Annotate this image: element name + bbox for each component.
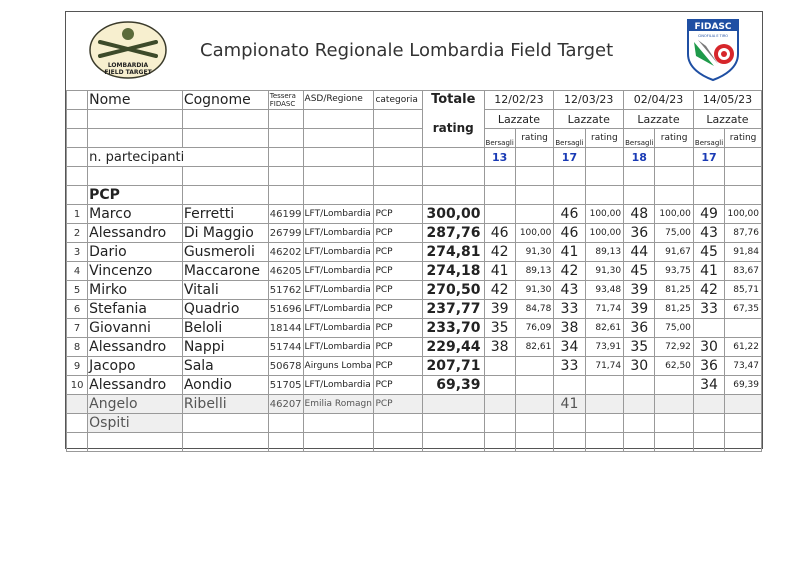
row-hits-2: 41 bbox=[554, 243, 585, 262]
row-nome: Marco bbox=[88, 205, 183, 224]
row-rating-2: 91,30 bbox=[585, 262, 624, 281]
row-rating-4: 69,39 bbox=[725, 376, 762, 395]
row-nome: Dario bbox=[88, 243, 183, 262]
row-tessera: 26799 bbox=[268, 224, 303, 243]
header-cognome: Cognome bbox=[182, 91, 268, 110]
row-rating-2: 100,00 bbox=[585, 224, 624, 243]
row-nome: Giovanni bbox=[88, 319, 183, 338]
row-cognome: Nappi bbox=[182, 338, 268, 357]
header-row-2 bbox=[67, 110, 762, 129]
sub-rating-3: rating bbox=[655, 129, 694, 148]
row-tessera: 18144 bbox=[268, 319, 303, 338]
row-cognome: Quadrio bbox=[182, 300, 268, 319]
row-cat: PCP bbox=[374, 205, 423, 224]
header-categoria: categoria bbox=[374, 91, 423, 110]
row-cognome: Beloli bbox=[182, 319, 268, 338]
row-rating-2: 100,00 bbox=[585, 205, 624, 224]
row-hits-3: 44 bbox=[624, 243, 655, 262]
row-hits-3: 39 bbox=[624, 300, 655, 319]
table-row bbox=[67, 281, 762, 300]
row-rating-2: 71,74 bbox=[585, 357, 624, 376]
row-cat: PCP bbox=[374, 243, 423, 262]
sub-bersagli-1: Bersagli bbox=[484, 129, 515, 148]
section-row bbox=[67, 186, 762, 205]
row-cat: PCP bbox=[374, 300, 423, 319]
row-asd: Emilia Romagn bbox=[303, 395, 374, 414]
ospiti-label: Ospiti bbox=[88, 414, 183, 433]
row-rating-2: 82,61 bbox=[585, 319, 624, 338]
results-table bbox=[66, 90, 762, 452]
row-rating-1 bbox=[515, 357, 554, 376]
row-hits-3: 48 bbox=[624, 205, 655, 224]
row-totale: 207,71 bbox=[422, 357, 484, 376]
row-asd: LFT/Lombardia bbox=[303, 262, 374, 281]
row-totale: 69,39 bbox=[422, 376, 484, 395]
results-rows bbox=[67, 205, 762, 395]
table-row bbox=[67, 300, 762, 319]
row-hits-1: 39 bbox=[484, 300, 515, 319]
row-asd: LFT/Lombardia bbox=[303, 338, 374, 357]
row-rating-4: 100,00 bbox=[725, 205, 762, 224]
row-cognome: Di Maggio bbox=[182, 224, 268, 243]
row-rating-4 bbox=[725, 319, 762, 338]
row-cognome: Maccarone bbox=[182, 262, 268, 281]
fidasc-tagline: CINOFILIA E TIRO bbox=[697, 34, 729, 38]
row-hits-4: 30 bbox=[693, 338, 724, 357]
header-totale: Totale bbox=[422, 91, 484, 110]
header-date-1: 12/02/23 bbox=[484, 91, 554, 110]
row-rating-3: 93,75 bbox=[655, 262, 694, 281]
sub-rating-1: rating bbox=[515, 129, 554, 148]
row-totale: 274,18 bbox=[422, 262, 484, 281]
row-rating-4: 85,71 bbox=[725, 281, 762, 300]
row-position: 8 bbox=[67, 338, 88, 357]
logo-left-line2: FIELD TARGET bbox=[104, 69, 152, 76]
participants-count-1: 13 bbox=[484, 148, 515, 167]
row-position: 5 bbox=[67, 281, 88, 300]
header-row-1 bbox=[67, 91, 762, 110]
row-tessera: 46202 bbox=[268, 243, 303, 262]
header-date-3: 02/04/23 bbox=[624, 91, 694, 110]
row-cognome: Gusmeroli bbox=[182, 243, 268, 262]
header-nome: Nome bbox=[88, 91, 183, 110]
row-cat: PCP bbox=[374, 395, 423, 414]
sub-bersagli-4: Bersagli bbox=[693, 129, 724, 148]
row-nome: Alessandro bbox=[88, 224, 183, 243]
row-asd: LFT/Lombardia bbox=[303, 281, 374, 300]
table-row bbox=[67, 338, 762, 357]
header-venue-1: Lazzate bbox=[484, 110, 554, 129]
row-hits-1: 42 bbox=[484, 281, 515, 300]
empty-row bbox=[67, 433, 762, 452]
ospiti-row bbox=[67, 414, 762, 433]
row-tessera: 51696 bbox=[268, 300, 303, 319]
header-venue-3: Lazzate bbox=[624, 110, 694, 129]
row-tessera: 51762 bbox=[268, 281, 303, 300]
participants-count-2: 17 bbox=[554, 148, 585, 167]
row-cat: PCP bbox=[374, 319, 423, 338]
row-rating-4: 91,84 bbox=[725, 243, 762, 262]
page-title: Campionato Regionale Lombardia Field Target bbox=[200, 40, 614, 61]
row-rating-2: 93,48 bbox=[585, 281, 624, 300]
row-totale: 229,44 bbox=[422, 338, 484, 357]
row-rating-4: 67,35 bbox=[725, 300, 762, 319]
fidasc-shield-logo bbox=[684, 16, 742, 82]
row-cat: PCP bbox=[374, 338, 423, 357]
row-cognome: Aondio bbox=[182, 376, 268, 395]
row-tessera: 50678 bbox=[268, 357, 303, 376]
row-rating-1: 82,61 bbox=[515, 338, 554, 357]
row-hits-2: 42 bbox=[554, 262, 585, 281]
row-rating-1: 89,13 bbox=[515, 262, 554, 281]
table-row bbox=[67, 357, 762, 376]
row-rating-3 bbox=[655, 376, 694, 395]
row-rating-1 bbox=[515, 205, 554, 224]
row-hits-2: 34 bbox=[554, 338, 585, 357]
row-rating-3: 62,50 bbox=[655, 357, 694, 376]
table-row bbox=[67, 376, 762, 395]
row-totale: 300,00 bbox=[422, 205, 484, 224]
row-hits-4: 36 bbox=[693, 357, 724, 376]
row-rating-2: 89,13 bbox=[585, 243, 624, 262]
table-row bbox=[67, 224, 762, 243]
row-asd: LFT/Lombardia bbox=[303, 224, 374, 243]
row-nome: Jacopo bbox=[88, 357, 183, 376]
row-rating-1: 91,30 bbox=[515, 281, 554, 300]
row-tessera: 46205 bbox=[268, 262, 303, 281]
row-rating-3: 72,92 bbox=[655, 338, 694, 357]
participants-row bbox=[67, 148, 762, 167]
row-rating-4: 83,67 bbox=[725, 262, 762, 281]
row-rating-2: 73,91 bbox=[585, 338, 624, 357]
header-date-2: 12/03/23 bbox=[554, 91, 624, 110]
row-hits-1 bbox=[484, 205, 515, 224]
row-cat: PCP bbox=[374, 357, 423, 376]
header-row-3 bbox=[67, 129, 762, 148]
header-tessera: Tessera FIDASC bbox=[268, 91, 303, 110]
row-totale: 274,81 bbox=[422, 243, 484, 262]
row-asd: LFT/Lombardia bbox=[303, 376, 374, 395]
logo-left-line1: LOMBARDIA bbox=[107, 62, 149, 69]
row-hits-2: 41 bbox=[554, 395, 585, 414]
row-hits-1: 46 bbox=[484, 224, 515, 243]
table-row bbox=[67, 205, 762, 224]
row-rating-2 bbox=[585, 376, 624, 395]
row-hits-4: 33 bbox=[693, 300, 724, 319]
row-rating-4: 73,47 bbox=[725, 357, 762, 376]
header-rating: rating bbox=[422, 110, 484, 148]
row-position: 9 bbox=[67, 357, 88, 376]
row-hits-1: 41 bbox=[484, 262, 515, 281]
row-rating-3: 100,00 bbox=[655, 205, 694, 224]
row-hits-3: 45 bbox=[624, 262, 655, 281]
row-hits-2: 43 bbox=[554, 281, 585, 300]
row-cognome: Ferretti bbox=[182, 205, 268, 224]
row-hits-1: 42 bbox=[484, 243, 515, 262]
header-venue-4: Lazzate bbox=[693, 110, 761, 129]
row-asd: LFT/Lombardia bbox=[303, 243, 374, 262]
header-date-4: 14/05/23 bbox=[693, 91, 761, 110]
sub-bersagli-3: Bersagli bbox=[624, 129, 655, 148]
row-cat: PCP bbox=[374, 224, 423, 243]
row-position: 4 bbox=[67, 262, 88, 281]
sub-rating-2: rating bbox=[585, 129, 624, 148]
row-tessera: 51744 bbox=[268, 338, 303, 357]
row-hits-4: 41 bbox=[693, 262, 724, 281]
row-hits-2 bbox=[554, 376, 585, 395]
row-nome: Alessandro bbox=[88, 376, 183, 395]
row-hits-1 bbox=[484, 357, 515, 376]
row-rating-1: 100,00 bbox=[515, 224, 554, 243]
participants-count-4: 17 bbox=[693, 148, 724, 167]
spacer-row bbox=[67, 167, 762, 186]
lombardia-field-target-logo bbox=[88, 20, 168, 80]
row-rating-1 bbox=[515, 376, 554, 395]
row-hits-3: 36 bbox=[624, 319, 655, 338]
row-hits-2: 46 bbox=[554, 224, 585, 243]
row-hits-2: 46 bbox=[554, 205, 585, 224]
table-row-extra bbox=[67, 395, 762, 414]
row-cat: PCP bbox=[374, 262, 423, 281]
section-label: PCP bbox=[88, 186, 183, 205]
row-cat: PCP bbox=[374, 376, 423, 395]
row-position: 3 bbox=[67, 243, 88, 262]
header-venue-2: Lazzate bbox=[554, 110, 624, 129]
row-rating-1: 76,09 bbox=[515, 319, 554, 338]
row-rating-3: 81,25 bbox=[655, 281, 694, 300]
table-row bbox=[67, 319, 762, 338]
row-asd: Airguns Lomba bbox=[303, 357, 374, 376]
row-hits-1: 35 bbox=[484, 319, 515, 338]
row-hits-3: 39 bbox=[624, 281, 655, 300]
row-position: 2 bbox=[67, 224, 88, 243]
row-hits-4: 42 bbox=[693, 281, 724, 300]
row-hits-2: 38 bbox=[554, 319, 585, 338]
row-position: 10 bbox=[67, 376, 88, 395]
sub-bersagli-2: Bersagli bbox=[554, 129, 585, 148]
row-hits-4 bbox=[693, 319, 724, 338]
row-hits-4: 45 bbox=[693, 243, 724, 262]
row-cat: PCP bbox=[374, 281, 423, 300]
row-hits-4: 34 bbox=[693, 376, 724, 395]
row-hits-2: 33 bbox=[554, 300, 585, 319]
row-rating-3: 75,00 bbox=[655, 224, 694, 243]
row-hits-3: 30 bbox=[624, 357, 655, 376]
row-asd: LFT/Lombardia bbox=[303, 300, 374, 319]
row-nome: Vincenzo bbox=[88, 262, 183, 281]
row-rating-1: 91,30 bbox=[515, 243, 554, 262]
row-hits-3: 36 bbox=[624, 224, 655, 243]
sub-rating-4: rating bbox=[725, 129, 762, 148]
row-rating-3: 81,25 bbox=[655, 300, 694, 319]
row-tessera: 51705 bbox=[268, 376, 303, 395]
row-rating-2: 71,74 bbox=[585, 300, 624, 319]
row-cognome: Vitali bbox=[182, 281, 268, 300]
row-totale: 287,76 bbox=[422, 224, 484, 243]
header-asd: ASD/Regione bbox=[303, 91, 374, 110]
row-position: 1 bbox=[67, 205, 88, 224]
participants-label: n. partecipanti bbox=[88, 148, 269, 167]
row-hits-1: 38 bbox=[484, 338, 515, 357]
row-tessera: 46199 bbox=[268, 205, 303, 224]
row-tessera: 46207 bbox=[268, 395, 303, 414]
row-hits-2: 33 bbox=[554, 357, 585, 376]
row-cognome: Ribelli bbox=[182, 395, 268, 414]
row-position: 6 bbox=[67, 300, 88, 319]
row-rating-4: 61,22 bbox=[725, 338, 762, 357]
table-row bbox=[67, 243, 762, 262]
row-asd: LFT/Lombardia bbox=[303, 319, 374, 338]
row-hits-3 bbox=[624, 376, 655, 395]
table-row bbox=[67, 262, 762, 281]
row-asd: LFT/Lombardia bbox=[303, 205, 374, 224]
sheet-header bbox=[66, 12, 762, 90]
row-hits-1 bbox=[484, 376, 515, 395]
row-nome: Alessandro bbox=[88, 338, 183, 357]
row-rating-3: 75,00 bbox=[655, 319, 694, 338]
row-nome: Stefania bbox=[88, 300, 183, 319]
row-hits-4: 49 bbox=[693, 205, 724, 224]
row-cognome: Sala bbox=[182, 357, 268, 376]
row-hits-4: 43 bbox=[693, 224, 724, 243]
fidasc-brand: FIDASC bbox=[694, 22, 732, 32]
row-totale: 233,70 bbox=[422, 319, 484, 338]
row-nome: Angelo bbox=[88, 395, 183, 414]
row-nome: Mirko bbox=[88, 281, 183, 300]
participants-count-3: 18 bbox=[624, 148, 655, 167]
row-rating-4: 87,76 bbox=[725, 224, 762, 243]
results-sheet bbox=[65, 11, 763, 449]
row-rating-1: 84,78 bbox=[515, 300, 554, 319]
row-totale: 237,77 bbox=[422, 300, 484, 319]
row-totale: 270,50 bbox=[422, 281, 484, 300]
row-hits-3: 35 bbox=[624, 338, 655, 357]
row-position: 7 bbox=[67, 319, 88, 338]
row-rating-3: 91,67 bbox=[655, 243, 694, 262]
